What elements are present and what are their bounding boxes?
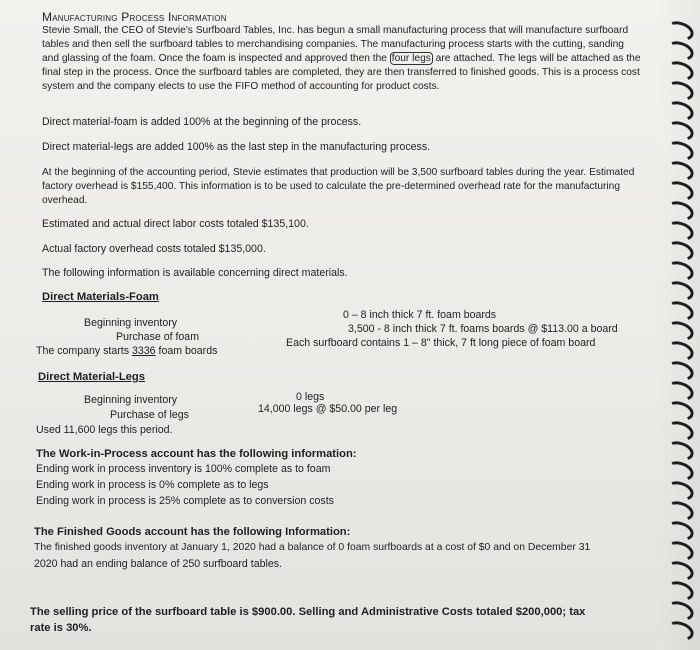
foam-beginning-label: Beginning inventory [84,317,178,329]
spiral-ring [664,498,696,524]
legs-beginning-label: Beginning inventory [84,394,178,406]
foam-starts-number: 3336 [131,345,156,357]
intro-paragraph [42,24,642,94]
spiral-ring [664,138,696,164]
spiral-ring [664,178,696,204]
spiral-ring [664,438,696,464]
foam-heading: Direct Materials-Foam [42,291,159,303]
spiral-ring [664,418,696,444]
wip-heading: The Work-in-Process account has the following information: [36,448,357,460]
legs-beginning-value: 0 legs [296,391,325,403]
foam-contains-note: Each surfboard contains 1 – 8" thick, 7 ft long piece of foam board [286,337,596,349]
spiral-ring [664,478,696,504]
legs-used-line: Used 11,600 legs this period. [36,424,173,436]
spiral-ring [664,278,696,304]
spiral-ring [664,318,696,344]
actual-overhead-statement: Actual factory overhead costs totaled $135,000. [42,243,266,255]
spiral-binding [658,0,700,650]
fg-heading: The Finished Goods account has the following Information: [34,526,351,538]
spiral-ring [664,218,696,244]
spiral-ring [664,598,696,624]
overhead-estimate-statement: At the beginning of the accounting period, Stevie estimates that production will be 3,500 surfboard tables during the year. Estimated factory overhead is $155,400. This information is to be used to calculate the pre-determined overhead rate for the manufacturing overhead. [42,167,635,206]
foam-added-statement: Direct material-foam is added 100% at the beginning of the process. [42,116,362,128]
spiral-ring [664,158,696,184]
spiral-ring [664,258,696,284]
foam-starts-line [36,345,217,357]
spiral-ring [664,198,696,224]
wip-line: Ending work in process is 0% complete as to legs [36,479,269,491]
fg-line-2: 2020 had an ending balance of 250 surfboard tables. [34,558,282,570]
wip-line: Ending work in process inventory is 100% complete as to foam [36,463,331,475]
spiral-ring [664,518,696,544]
materials-intro-statement: The following information is available concerning direct materials. [42,267,348,279]
foam-purchase-value: 3,500 - 8 inch thick 7 ft. foams boards @ $113.00 a board [348,323,618,335]
spiral-ring [664,238,696,264]
four-legs-highlight: four legs [391,53,431,64]
spiral-ring [664,578,696,604]
spiral-ring [664,98,696,124]
spiral-ring [664,78,696,104]
spiral-ring [664,298,696,324]
labor-statement: Estimated and actual direct labor costs totaled $135,100. [42,218,309,230]
spiral-ring [664,458,696,484]
spiral-ring [664,538,696,564]
spiral-ring [664,18,696,44]
foam-starts-post: foam boards [155,345,218,357]
legs-purchase-label: Purchase of legs [110,409,189,421]
foam-beginning-value: 0 – 8 inch thick 7 ft. foam boards [343,309,497,321]
wip-line: Ending work in process is 25% complete as to conversion costs [36,495,334,507]
spiral-ring [664,378,696,404]
spiral-ring [664,338,696,364]
spiral-ring [664,58,696,84]
fg-line-1: The finished goods inventory at January 1, 2020 had a balance of 0 foam surfboards at a cost of $0 and on December 31 [34,542,591,553]
intro-text-2: are attached. The legs will be attached as the final step in the process. Once the surfboard tables are completed, they are then transferred to finished goods. This is a process cost system and the company elects to use the FIFO method of accounting for product costs. [42,53,641,92]
intro-text-1: Stevie Small, the CEO of Stevie's Surfboard Tables, Inc. has begun a small manufacturing process that will manufacture surfboard tables and then sell the surfboard tables to merchandising companies. The manufacturing process starts with the cutting, sanding and glassing of the foam. Once the foam is inspected and approved then the [42,25,629,64]
selling-line-1: The selling price of the surfboard table is $900.00. Selling and Administrative Costs totaled $200,000; tax [30,606,586,618]
section-header: Manufacturing Process Information [42,10,227,24]
selling-line-2: rate is 30%. [30,622,92,634]
legs-purchase-value: 14,000 legs @ $50.00 per leg [258,403,398,415]
legs-heading: Direct Material-Legs [38,371,145,383]
spiral-ring [664,618,696,644]
legs-added-statement: Direct material-legs are added 100% as the last step in the manufacturing process. [42,141,431,153]
foam-purchase-label: Purchase of foam [116,331,200,343]
spiral-ring [664,558,696,584]
spiral-ring [664,358,696,384]
spiral-ring [664,398,696,424]
spiral-ring [664,118,696,144]
spiral-ring [664,38,696,64]
foam-starts-pre: The company starts [36,345,132,357]
